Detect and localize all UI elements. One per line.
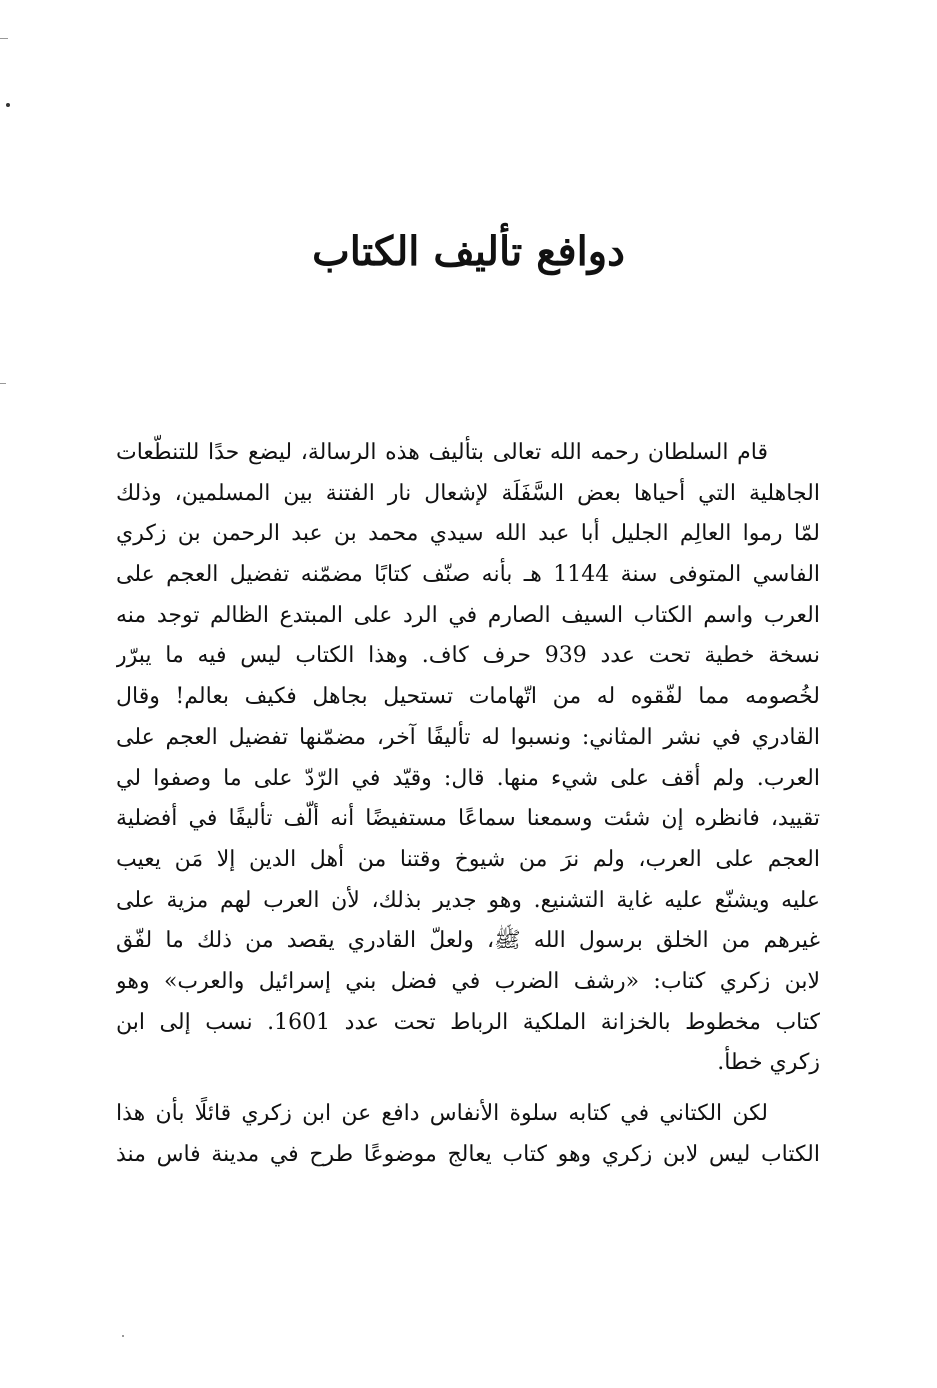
text-line: العجم على العرب، ولم نرَ من شيوخ وقتنا من أهل الدين إلا مَن يعيب bbox=[116, 846, 820, 872]
page-title: دوافع تأليف الكتاب bbox=[312, 228, 625, 275]
text-line: غيرهم من الخلق برسول الله ﷺ، ولعلّ القادري يقصد من ذلك ما لفّق bbox=[116, 928, 820, 954]
scan-artifact bbox=[122, 1335, 124, 1337]
text-line: عليه ويشنّع عليه غاية التشنيع. وهو جدير بذلك، لأن العرب لهم مزية على bbox=[116, 887, 820, 913]
text-line: لخُصومه مما لفّقوه له من اتّهامات تستحيل بجاهل فكيف بعالم! وقال bbox=[116, 684, 820, 710]
text-line: لابن زكري كتاب: «رشف الضرب في فضل بني إسرائيل والعرب» وهو bbox=[116, 968, 820, 994]
text-line: لكن الكتاني في كتابه سلوة الأنفاس دافع عن ابن زكري قائلًا بأن هذا bbox=[116, 1101, 768, 1126]
text-line: زكري خطأ. bbox=[717, 1050, 820, 1076]
paragraph-1 bbox=[116, 433, 820, 1084]
scan-artifact bbox=[6, 103, 10, 107]
scan-artifact bbox=[0, 383, 6, 384]
scan-artifact bbox=[0, 38, 8, 39]
text-line: العرب. ولم أقف على شيء منها. قال: وقيّد في الرّدّ على ما وصفوا لي bbox=[116, 765, 820, 791]
text-line: نسخة خطية تحت عدد 939 حرف كاف. وهذا الكتاب ليس فيه ما يبرّر bbox=[116, 643, 820, 669]
text-line: كتاب مخطوط بالخزانة الملكية الرباط تحت عدد 1601. نسب إلى ابن bbox=[116, 1009, 820, 1035]
text-line: لمّا رموا العالِم الجليل أبا عبد الله سيدي محمد بن عبد الرحمن بن زكري bbox=[116, 521, 820, 547]
text-line: الفاسي المتوفى سنة 1144 هـ بأنه صنّف كتابًا مضمّنه تفضيل العجم على bbox=[116, 562, 820, 588]
body-text bbox=[116, 433, 820, 1175]
text-line: قام السلطان رحمه الله تعالى بتأليف هذه الرسالة، ليضع حدًا للتنطّعات bbox=[116, 440, 768, 465]
text-line: الكتاب ليس لابن زكري وهو كتاب يعالج موضوعًا طرح في مدينة فاس منذ bbox=[116, 1141, 820, 1167]
text-line: القادري في نشر المثاني: ونسبوا له تأليفًا آخر، مضمّنها تفضيل العجم على bbox=[116, 724, 820, 750]
text-line: الجاهلية التي أحياها بعض السَّفَلَة لإشعال نار الفتنة بين المسلمين، وذلك bbox=[116, 480, 820, 506]
paragraph-2 bbox=[116, 1094, 820, 1175]
text-line: العرب واسم الكتاب السيف الصارم في الرد على المبتدع الظالم توجد منه bbox=[116, 602, 820, 628]
text-line: تقييد، فانظره إن شئت وسمعنا سماعًا مستفيضًا أنه ألّف تأليفًا في أفضلية bbox=[116, 806, 820, 832]
